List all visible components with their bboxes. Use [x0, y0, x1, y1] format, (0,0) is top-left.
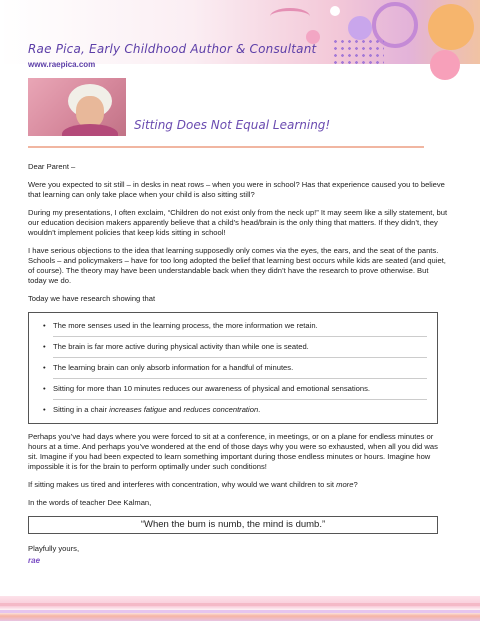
fact-text: .: [258, 405, 261, 414]
decorative-dot-grid-icon: [332, 38, 384, 64]
footer-stripe: [0, 603, 480, 606]
list-item: • The brain is far more active during physical activity than while one is seated.: [53, 342, 427, 358]
paragraph-emphasis: more: [336, 480, 354, 489]
letter-body: [28, 162, 448, 566]
document-title: Sitting Does Not Equal Learning!: [134, 118, 331, 132]
paragraph-text: ?: [353, 480, 358, 489]
decorative-circle-icon: [428, 4, 474, 50]
paragraph-4: Today we have research showing that: [28, 294, 156, 303]
fact-text: and: [166, 405, 184, 414]
signature: rae: [28, 556, 41, 565]
paragraph-1: Were you expected to sit still – in desks in neat rows – when you were in school? Has that experience caused you to believe that learning can only take place when your child is also sitting still?: [28, 180, 445, 199]
author-name: Rae Pica, Early Childhood Author & Consultant: [28, 42, 317, 56]
list-item: • The learning brain can only absorb information for a handful of minutes.: [53, 363, 427, 379]
paragraph-5: Perhaps you’ve had days where you were forced to sit at a conference, in meetings, or on a plane for endless minutes or hours at a time. And perhaps you’ve wondered at the end of those days why you were so exhausted, when all you did was sit. Imagine if you had been expected to learn something important during those endless minutes or hours. Imagine how impossible it is for the brain to perform optimally under such conditions!: [28, 432, 438, 471]
author-photo: [28, 78, 126, 136]
list-item: • Sitting for more than 10 minutes reduces our awareness of physical and emotional sensations.: [53, 384, 427, 400]
greeting: Dear Parent –: [28, 162, 76, 171]
research-facts-box: [28, 312, 438, 424]
paragraph-3: I have serious objections to the idea that learning supposedly only comes via the eyes, the ears, and the seat of the pants. Schools – and policymakers – have for too long adopted the belief that learning best occurs while kids are seated (and quiet, of course). The theory may have been understandable back when they didn’t have the research to prove otherwise. But today we do.: [28, 246, 446, 285]
paragraph-text: If sitting makes us tired and interferes with concentration, why would we want children to sit: [28, 480, 337, 489]
footer-stripe: [0, 610, 480, 613]
decorative-circle-icon: [348, 16, 372, 40]
list-item: • The more senses used in the learning process, the more information we retain.: [53, 321, 427, 337]
paragraph-2: During my presentations, I often exclaim, “Children do not exist only from the neck up!” It may seem like a silly statement, but our education decision makers apparently believe that a child’s head/brain is the only thing that matters. If they didn’t, they wouldn’t implement policies that keep kids sitting in school!: [28, 208, 448, 237]
fact-emphasis: reduces concentration: [183, 405, 259, 414]
decorative-circle-icon: [430, 50, 460, 80]
footer-banner: [0, 596, 480, 621]
header-divider: [28, 146, 424, 148]
paragraph-6: [28, 480, 448, 490]
list-item: [53, 405, 427, 417]
paragraph-7: In the words of teacher Dee Kalman,: [28, 498, 152, 507]
decorative-wave-icon: [270, 8, 310, 25]
quote-box: “When the bum is numb, the mind is dumb.”: [28, 516, 438, 534]
fact-emphasis: increases fatigue: [109, 405, 167, 414]
decorative-dot-icon: [330, 6, 340, 16]
closing: Playfully yours,: [28, 544, 80, 553]
fact-text: Sitting in a chair: [53, 405, 110, 414]
website-link[interactable]: www.raepica.com: [28, 60, 96, 69]
